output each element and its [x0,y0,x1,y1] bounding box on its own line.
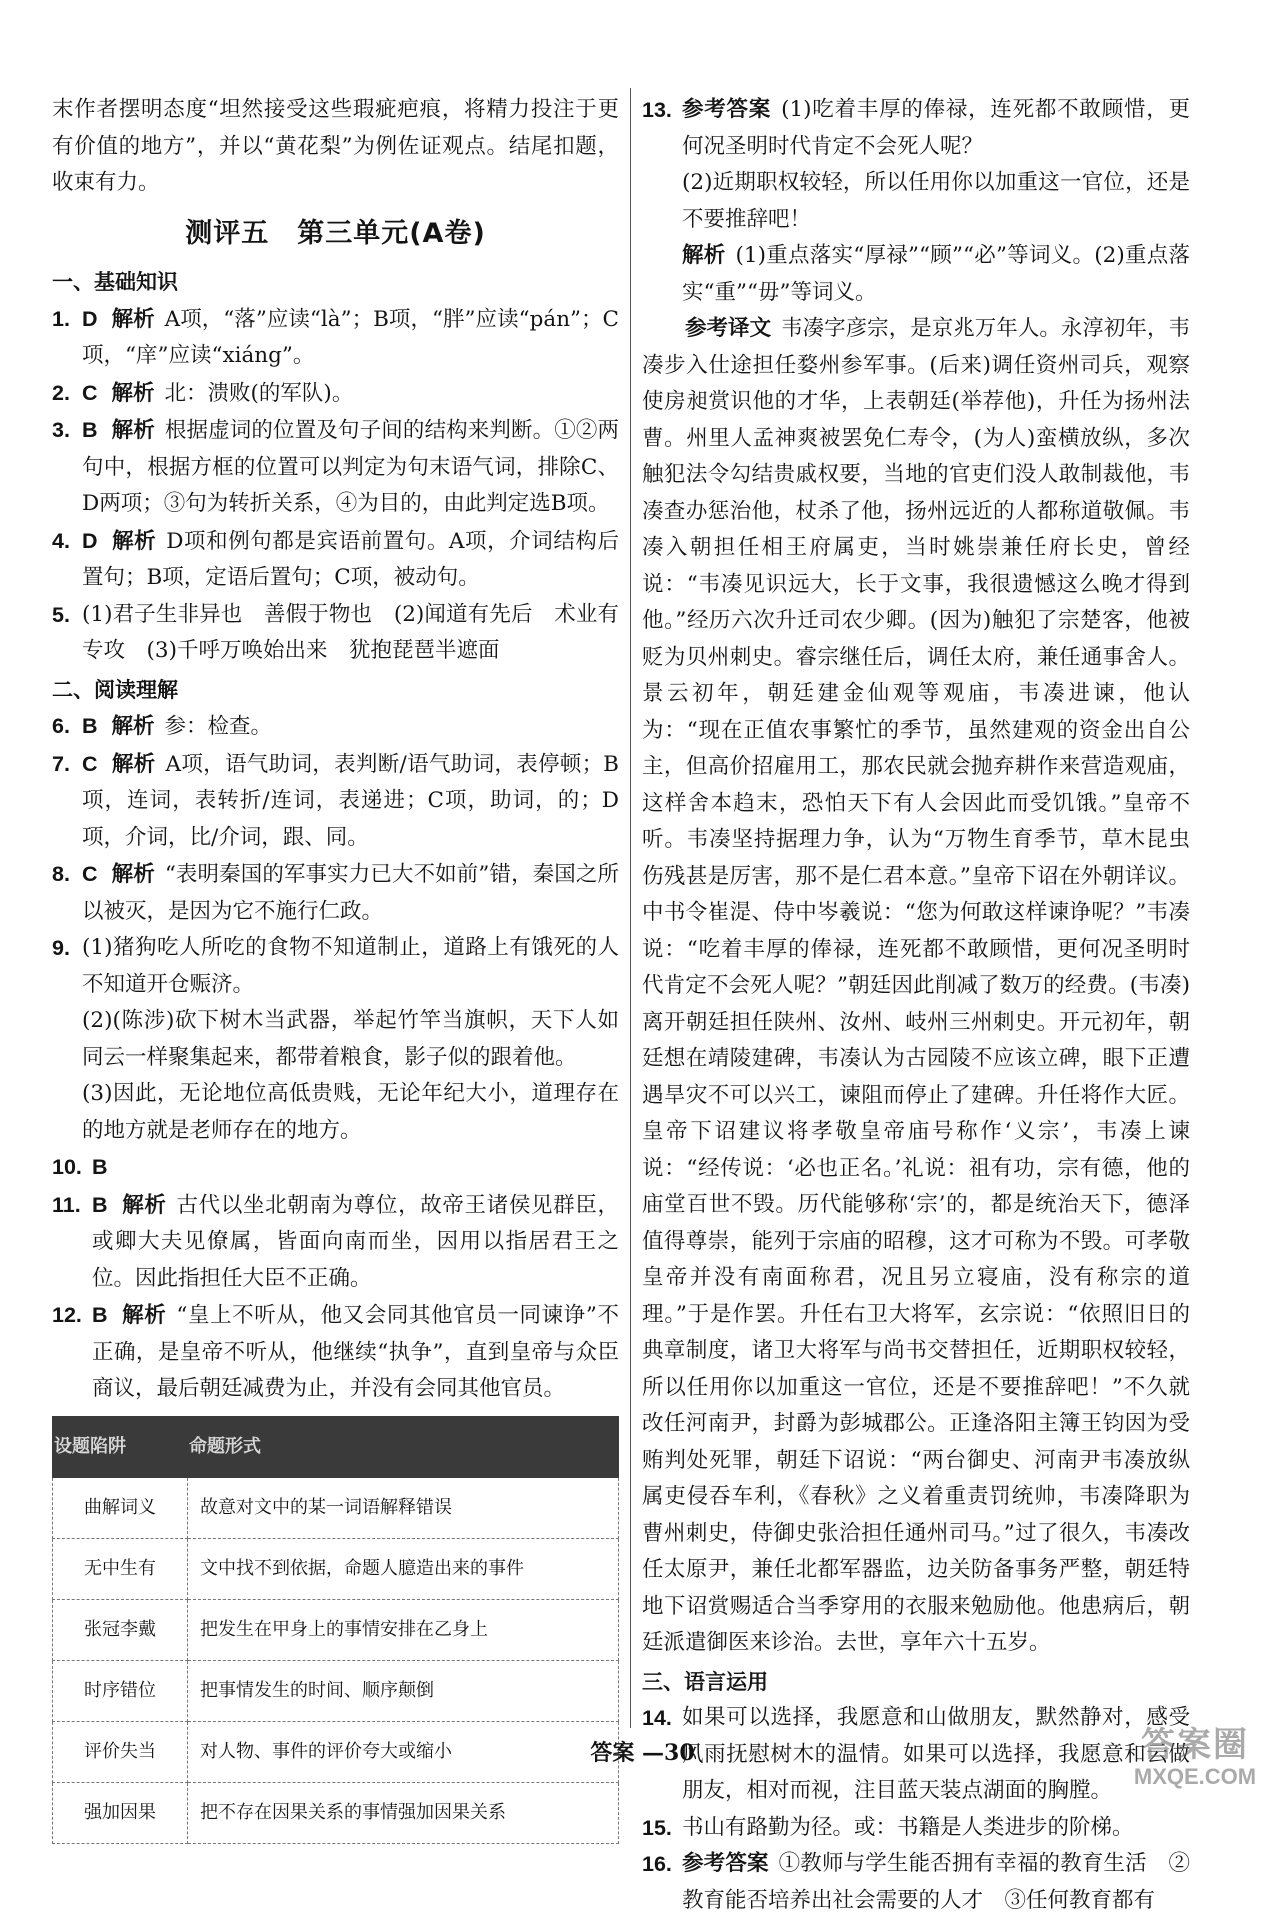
right-column [642,92,1190,1919]
translation-text: 韦凑字彦宗，是京兆万年人。永淳初年，韦凑步入仕途担任婺州参军事。(后来)调任资州司兵，观察使房昶赏识他的才华，上表朝廷(举荐他)，升任为扬州法曹。州里人孟神爽被罢免仁寿令，(为人)蛮横放纵，多次触犯法令勾结贵戚权要，当地的官吏们没人敢制裁他，韦凑查办惩治他，杖杀了他，扬州远近的人都称道敬佩。韦凑入朝担任相王府属吏，当时姚崇兼任府长史，曾经说：“韦凑见识远大，长于文事，我很遗憾这么晚才得到他。”经历六次升迁司农少卿。(因为)触犯了宗楚客，他被贬为贝州刺史。睿宗继任后，调任太府，兼任通事舍人。景云初年，朝廷建金仙观等观庙，韦凑进谏，他认为：“现在正值农事繁忙的季节，虽然建观的资金出自公主，但高价招雇用工，那农民就会抛弃耕作来营造观庙，这样舍本趋末，恐怕天下有人会因此而受饥饿。”皇帝不听。韦凑坚持据理力争，认为“万物生育季节，草木昆虫伤残甚是厉害，那不是仁君本意。”皇帝下诏在外朝详议。中书令崔湜、侍中岑羲说：“您为何敢这样谏诤呢？”韦凑说：“吃着丰厚的俸禄，连死都不敢顾惜，更何况圣明时代肯定不会死人呢？”朝廷因此削减了数万的经费。(韦凑)离开朝廷担任陕州、汝州、岐州三州刺史。开元初年，朝廷想在靖陵建碑，韦凑认为古园陵不应该立碑，眼下正遭遇旱灾不可以兴工，谏阻而停止了建碑。升任将作大匠。皇帝下诏建议将孝敬皇帝庙号称作‘义宗’，韦凑上谏说：“经传说：‘必也正名。’礼说：祖有功，宗有德，他的庙堂百世不毁。历代能够称‘宗’的，都是统治天下，德泽值得尊崇，能列于宗庙的昭穆，这才可称为不毁。可孝敬皇帝并没有南面称君，况且另立寝庙，没有称宗的道理。”于是作罢。升任右卫大将军，玄宗说：“依照旧日的典章制度，诸卫大将军与尚书交替担任，近期职权较轻，所以任用你以加重这一官位，还是不要推辞吧！”不久就改任河南尹，封爵为彭城郡公。正逢洛阳主簿王钧因为受贿判处死罪，朝廷下诏说：“两台御史、河南尹韦凑放纵属吏侵吞车利，《春秋》之义着重责罚统帅，韦凑降职为曹州刺史，侍御史张洽担任通州司马。”过了很久，韦凑改任太原尹，兼任北都军器监，边关防备事务严整，朝廷特地下诏赏赐适合当季穿用的衣服来勉励他。他患病后，朝廷派遣御医来诊治。去世，享年六十五岁。 [642,316,1190,1655]
answer-text: ①教师与学生能否拥有幸福的教育生活 ②教育能否培养出社会需要的人才 ③任何教育都有 [682,1851,1190,1913]
question-number: 12. [52,1303,82,1327]
column-divider [630,88,631,1728]
question-5 [52,597,619,670]
answer-letter: B [92,1192,108,1217]
question-6 [52,708,619,746]
answer-letter: B [92,1155,108,1179]
analysis-text: D项和例句都是宾语前置句。A项，介词结构后置句；B项，定语后置句；C项，被动句。 [82,528,619,590]
table-cell-trap: 评价失当 [53,1721,188,1782]
question-number: 1. [52,306,70,331]
analysis-text: 根据虚词的位置及句子间的结构来判断。①②两句中，根据方框的位置可以判定为句末语气词，排除C、D两项；③句为转折关系，④为目的，由此判定选B项。 [82,418,619,516]
table-cell-form: 把不存在因果关系的事情强加因果关系 [188,1782,619,1843]
question-number: 16. [642,1852,672,1876]
question-2 [52,375,619,413]
question-16 [642,1846,1190,1919]
table-cell-form: 把事情发生的时间、顺序颠倒 [188,1660,619,1721]
heading-basic-knowledge: 一、基础知识 [52,270,178,294]
table-cell-form: 对人物、事件的评价夸大或缩小 [188,1721,619,1782]
watermark-text-top: 答案圈 [1141,1725,1249,1765]
analysis-text: 古代以坐北朝南为尊位，故帝王诸侯见群臣，或卿大夫见僚属，皆面向南而坐，因用以指居君王之位。因此指担任大臣不正确。 [92,1192,619,1291]
answer-text: 如果可以选择，我愿意和山做朋友，默然静对，感受风雨抚慰树木的温情。如果可以选择，我愿意和云做朋友，相对而视，注目蓝天装点湖面的胸膛。 [682,1705,1190,1803]
analysis-text: 参：检查。 [164,714,273,739]
analysis-tag: 解析 [111,862,155,887]
answer-letter: C [82,380,98,405]
question-number: 11. [52,1192,81,1217]
question-13 [642,92,1190,311]
translation-tag: 参考译文 [685,316,772,341]
analysis-tag: 解析 [121,1192,167,1218]
analysis-tag: 解析 [682,243,726,268]
analysis-tag: 解析 [111,751,156,777]
question-number: 9. [52,936,70,960]
reference-answer-tag: 参考答案 [682,1851,769,1876]
analysis-tag: 解析 [111,418,155,443]
analysis-tag: 解析 [111,714,155,739]
answer-text: (1)君子生非异也 善假于物也 (2)闻道有先后 术业有专攻 (3)千呼万唤始出来 犹抱琵琶半遮面 [82,601,619,663]
answer-part-1: (1)猪狗吃人所吃的食物不知道制止，道路上有饿死的人不知道开仓赈济。 [82,935,619,997]
question-number: 5. [52,602,70,627]
question-number: 7. [52,751,70,776]
table-cell-form: 文中找不到依据，命题人臆造出来的事件 [188,1538,619,1599]
translation-paragraph [642,311,1190,1662]
answer-part-1: (1)吃着丰厚的俸禄，连死都不敢顾惜，更何况圣明时代肯定不会死人呢？ [682,97,1190,159]
table-header-trap: 设题陷阱 [53,1416,188,1477]
table-header-form: 命题形式 [188,1416,619,1477]
left-column [52,92,619,1844]
trap-type-table [52,1416,619,1844]
intro-paragraph: 末作者摆明态度“坦然接受这些瑕疵疤痕，将精力投注于更有价值的地方”，并以“黄花梨”为例佐证观点。结尾扣题，收束有力。 [52,97,619,195]
question-number: 14. [642,1706,672,1730]
analysis-tag: 解析 [111,380,155,406]
page-footer: 答案 —30 [590,1740,695,1766]
site-watermark-logo [1111,1718,1279,1796]
analysis-text: (1)重点落实“厚禄”“顾”“必”等词义。(2)重点落实“重”“毋”等词义。 [682,243,1190,305]
table-row [53,1599,619,1660]
question-10 [52,1149,619,1187]
answer-part-2: (2)(陈涉)砍下树木当武器，举起竹竿当旗帜，天下人如同云一样聚集起来，都带着粮食，影子似的跟着他。 [82,1008,619,1070]
question-7 [52,746,619,857]
analysis-tag: 解析 [111,306,155,332]
question-number: 4. [52,528,70,553]
answer-letter: C [82,862,98,886]
question-1 [52,301,619,375]
question-number: 2. [52,380,70,405]
analysis-tag: 解析 [121,1303,167,1328]
question-number: 8. [52,862,70,886]
answer-letter: B [92,1303,108,1327]
analysis-text: “皇上不听从，他又会同其他官员一同谏诤”不正确，是皇帝不听从，他继续“执争”，直到皇帝与众臣商议，最后朝廷减费为止，并没有会同其他官员。 [92,1303,619,1401]
watermark-text-bottom: MXQE.COM [1133,1764,1257,1789]
table-cell-form: 把发生在甲身上的事情安排在乙身上 [188,1599,619,1660]
table-cell-trap: 无中生有 [53,1538,188,1599]
question-number: 15. [642,1815,672,1840]
table-row [53,1538,619,1599]
analysis-text: “表明秦国的军事实力已大不如前”错，秦国之所以被灭，是因为它不施行仁政。 [82,862,619,924]
heading-reading: 二、阅读理解 [52,677,178,702]
answer-text: 书山有路勤为径。或：书籍是人类进步的阶梯。 [682,1814,1134,1840]
table-row [53,1782,619,1843]
answer-letter: C [82,751,98,776]
table-row [53,1477,619,1538]
table-row [53,1660,619,1721]
question-11 [52,1187,619,1298]
heading-language-use: 三、语言运用 [642,1669,768,1694]
question-15 [642,1810,1190,1847]
question-3 [52,412,619,523]
question-8 [52,856,619,930]
question-number: 13. [642,98,672,122]
section-title: 测评五 第三单元(A卷) [185,217,486,249]
question-number: 10. [52,1155,82,1179]
analysis-text: A项，语气助词，表判断/语气助词，表停顿；B项，连词，表转折/连词，表递进；C项，助词，的；D项，介词，比/介词，跟、同。 [82,751,619,850]
table-cell-trap: 时序错位 [53,1660,188,1721]
answer-letter: B [82,714,98,738]
table-cell-trap: 张冠李戴 [53,1599,188,1660]
table-cell-form: 故意对文中的某一词语解释错误 [188,1477,619,1538]
answer-part-3: (3)因此，无论地位高低贵贱，无论年纪大小，道理存在的地方就是老师存在的地方。 [82,1081,619,1143]
answer-part-2: (2)近期职权较轻，所以任用你以加重这一官位，还是不要推辞吧！ [682,170,1190,232]
analysis-tag: 解析 [111,528,157,554]
answer-letter: D [82,306,98,331]
question-4 [52,523,619,597]
table-cell-trap: 曲解词义 [53,1477,188,1538]
analysis-text: A项，“落”应读“là”；B项，“胖”应读“pán”；C项，“庠”应读“xiáng”。 [82,306,619,368]
answer-letter: B [82,418,98,442]
table-cell-trap: 强加因果 [53,1782,188,1843]
analysis-text: 北：溃败(的军队)。 [164,380,354,406]
answer-letter: D [82,528,98,553]
question-number: 6. [52,714,70,738]
question-12 [52,1297,619,1408]
reference-answer-tag: 参考答案 [682,97,772,122]
question-number: 3. [52,418,70,442]
question-9 [52,930,619,1149]
